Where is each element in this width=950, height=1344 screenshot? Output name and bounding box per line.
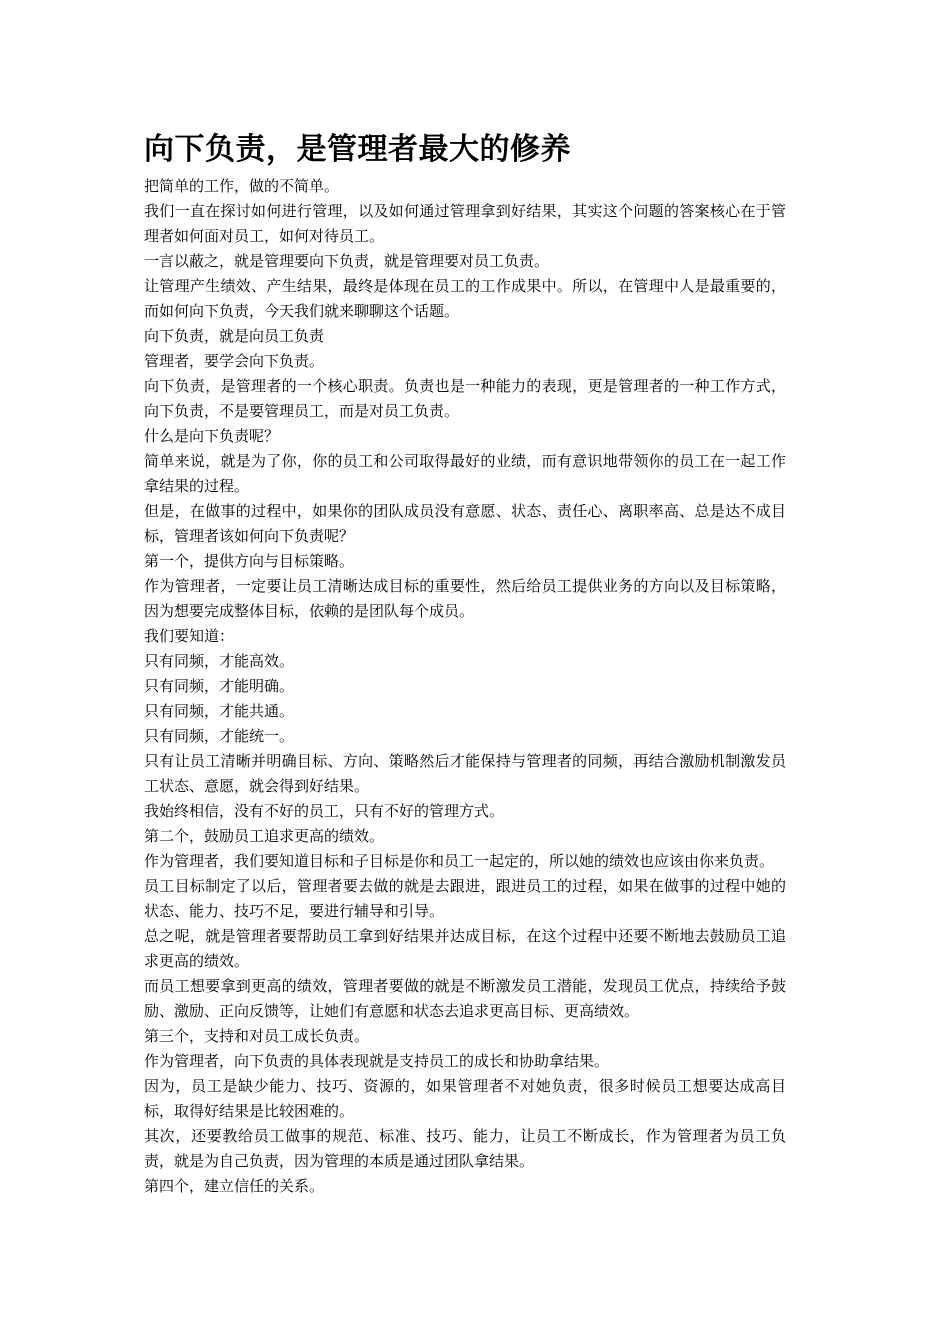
paragraph: 只有同频，才能统一。 xyxy=(144,727,295,745)
paragraph: 什么是向下负责呢？ xyxy=(144,427,280,445)
document-title: 向下负责，是管理者最大的修养 xyxy=(144,132,571,167)
paragraph: 管理者，要学会向下负责。 xyxy=(144,352,325,370)
paragraph: 一言以蔽之，就是管理要向下负责，就是管理要对员工负责。 xyxy=(144,252,550,270)
paragraph: 向下负责，是管理者的一个核心职责。负责也是一种能力的表现，更是管理者的一种工作方式，向下负责，不是要管理员工，而是对员工负责。 xyxy=(144,377,786,420)
section-heading: 第三个，支持和对员工成长负责。 xyxy=(144,1027,370,1045)
paragraph: 我们一直在探讨如何进行管理，以及如何通过管理拿到好结果，其实这个问题的答案核心在于管理者如何面对员工，如何对待员工。 xyxy=(144,202,786,245)
paragraph: 而员工想要拿到更高的绩效，管理者要做的就是不断激发员工潜能，发现员工优点，持续给予鼓励、激励、正向反馈等，让她们有意愿和状态去追求更高目标、更高绩效。 xyxy=(144,977,786,1020)
paragraph: 我们要知道： xyxy=(144,627,235,645)
section-heading: 第四个，建立信任的关系。 xyxy=(144,1177,325,1195)
paragraph: 其次，还要教给员工做事的规范、标准、技巧、能力，让员工不断成长，作为管理者为员工负责，就是为自己负责，因为管理的本质是通过团队拿结果。 xyxy=(144,1127,786,1170)
section-heading: 第二个，鼓励员工追求更高的绩效。 xyxy=(144,827,385,845)
paragraph: 只有同频，才能明确。 xyxy=(144,677,295,695)
paragraph: 作为管理者，我们要知道目标和子目标是你和员工一起定的，所以她的绩效也应该由你来负责。 xyxy=(144,852,775,870)
paragraph: 总之呢，就是管理者要帮助员工拿到好结果并达成目标，在这个过程中还要不断地去鼓励员工追求更高的绩效。 xyxy=(144,927,786,970)
paragraph: 只有同频，才能高效。 xyxy=(144,652,295,670)
paragraph: 只有同频，才能共通。 xyxy=(144,702,295,720)
paragraph: 简单来说，就是为了你，你的员工和公司取得最好的业绩，而有意识地带领你的员工在一起工作拿结果的过程。 xyxy=(144,452,786,495)
paragraph: 我始终相信，没有不好的员工，只有不好的管理方式。 xyxy=(144,802,505,820)
paragraph: 因为，员工是缺少能力、技巧、资源的，如果管理者不对她负责，很多时候员工想要达成高目标，取得好结果是比较困难的。 xyxy=(144,1077,786,1120)
paragraph: 作为管理者，一定要让员工清晰达成目标的重要性，然后给员工提供业务的方向以及目标策略，因为想要完成整体目标，依赖的是团队每个成员。 xyxy=(144,577,786,620)
paragraph: 作为管理者，向下负责的具体表现就是支持员工的成长和协助拿结果。 xyxy=(144,1052,610,1070)
section-heading: 向下负责，就是向员工负责 xyxy=(144,327,325,345)
paragraph: 员工目标制定了以后，管理者要去做的就是去跟进，跟进员工的过程，如果在做事的过程中她的状态、能力、技巧不足，要进行辅导和引导。 xyxy=(144,877,786,920)
section-heading: 第一个，提供方向与目标策略。 xyxy=(144,552,355,570)
document-page xyxy=(144,128,786,1199)
paragraph: 让管理产生绩效、产生结果，最终是体现在员工的工作成果中。所以，在管理中人是最重要的，而如何向下负责，今天我们就来聊聊这个话题。 xyxy=(144,277,786,320)
paragraph: 只有让员工清晰并明确目标、方向、策略然后才能保持与管理者的同频，再结合激励机制激发员工状态、意愿，就会得到好结果。 xyxy=(144,752,786,795)
paragraph: 但是，在做事的过程中，如果你的团队成员没有意愿、状态、责任心、离职率高、总是达不成目标，管理者该如何向下负责呢？ xyxy=(144,502,786,545)
paragraph: 把简单的工作，做的不简单。 xyxy=(144,177,340,195)
